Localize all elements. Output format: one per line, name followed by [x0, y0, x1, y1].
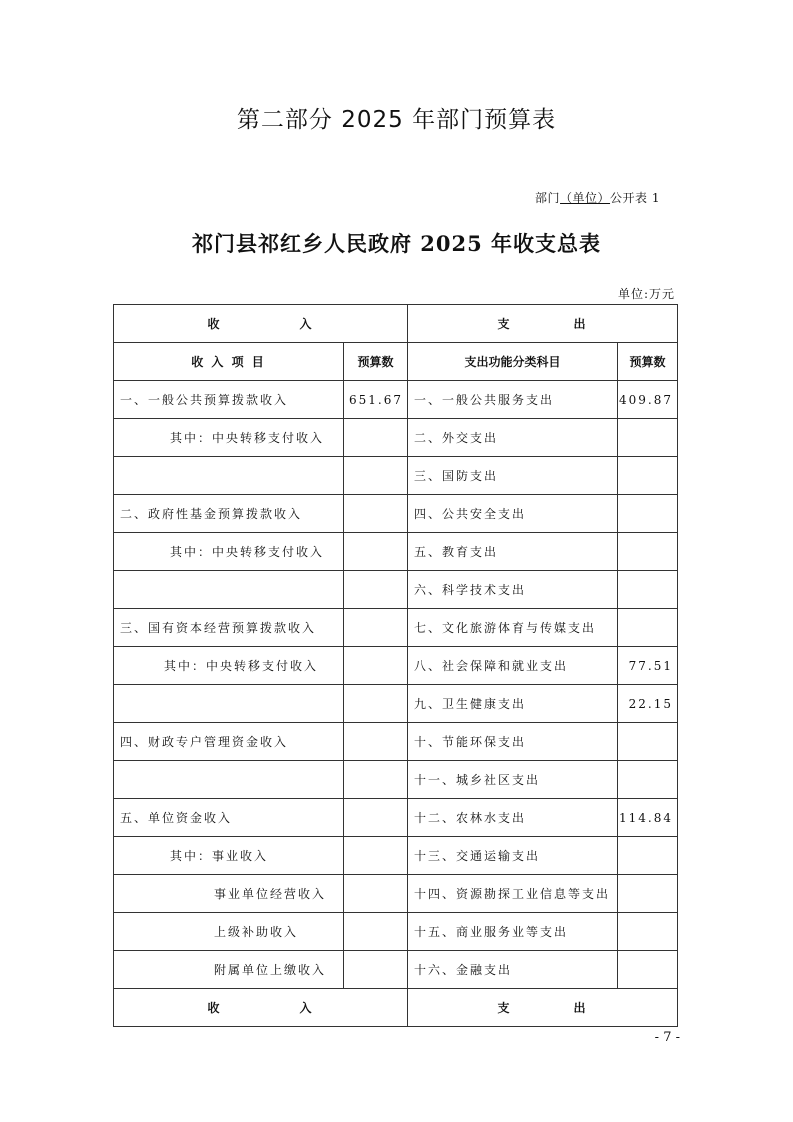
income-cell: 二、政府性基金预算拨款收入: [114, 495, 344, 533]
part-title: 第二部分 2025 年部门预算表: [236, 107, 557, 133]
table-row: [114, 419, 678, 457]
income-amount-cell: [344, 609, 408, 647]
table-footer-row: [114, 989, 678, 1027]
income-cell: [114, 457, 344, 495]
expense-amount-cell: 77.51: [618, 647, 678, 685]
income-cell: 四、财政专户管理资金收入: [114, 723, 344, 761]
expense-cell: 十五、商业服务业等支出: [408, 913, 618, 951]
income-footer-char1: 收: [207, 1001, 222, 1015]
income-budget-header: 预算数: [344, 343, 408, 381]
income-amount-cell: [344, 533, 408, 571]
table-row: [114, 799, 678, 837]
income-cell: 其中：中央转移支付收入: [114, 533, 344, 571]
table-row: [114, 457, 678, 495]
table-row: [114, 951, 678, 989]
table-tag-prefix: 部门: [535, 191, 561, 205]
income-cell: 三、国有资本经营预算拨款收入: [114, 609, 344, 647]
expense-cell: 十四、资源勘探工业信息等支出: [408, 875, 618, 913]
table-row: [114, 381, 678, 419]
income-cell: [114, 761, 344, 799]
income-cell: 其中：中央转移支付收入: [114, 419, 344, 457]
expense-footer-char2: 出: [573, 1001, 588, 1015]
income-amount-cell: [344, 913, 408, 951]
income-amount-cell: [344, 457, 408, 495]
document-title: 祁门县祁红乡人民政府 2025 年收支总表: [191, 231, 602, 256]
income-cell: 其中：事业收入: [114, 837, 344, 875]
income-amount-cell: 651.67: [344, 381, 408, 419]
table-row: [114, 571, 678, 609]
table-row: [114, 913, 678, 951]
table-header-row: [114, 305, 678, 343]
expense-header-char2: 出: [573, 317, 588, 331]
income-cell: [114, 685, 344, 723]
income-header-char1: 收: [207, 317, 222, 331]
income-amount-cell: [344, 761, 408, 799]
unit-label: 单位:万元: [617, 287, 675, 301]
expense-cell: 六、科学技术支出: [408, 571, 618, 609]
expense-amount-cell: [618, 837, 678, 875]
expense-amount-cell: [618, 533, 678, 571]
expense-footer-header: [408, 989, 678, 1027]
table-row: [114, 685, 678, 723]
expense-amount-cell: [618, 913, 678, 951]
table-row: [114, 723, 678, 761]
expense-amount-cell: [618, 951, 678, 989]
income-cell: [114, 571, 344, 609]
table-tag-suffix: 公开表 1: [610, 191, 660, 205]
expense-amount-cell: [618, 609, 678, 647]
expense-footer-char1: 支: [497, 1001, 512, 1015]
table-row: [114, 761, 678, 799]
expense-amount-cell: [618, 875, 678, 913]
expense-cell: 十六、金融支出: [408, 951, 618, 989]
expense-cell: 四、公共安全支出: [408, 495, 618, 533]
expense-amount-cell: [618, 457, 678, 495]
income-amount-cell: [344, 723, 408, 761]
budget-table: [113, 304, 678, 1027]
table-subheader-row: [114, 343, 678, 381]
table-row: [114, 837, 678, 875]
income-amount-cell: [344, 495, 408, 533]
expense-cell: 五、教育支出: [408, 533, 618, 571]
expense-header-char1: 支: [497, 317, 512, 331]
income-cell: 事业单位经营收入: [114, 875, 344, 913]
expense-amount-cell: 22.15: [618, 685, 678, 723]
income-amount-cell: [344, 647, 408, 685]
income-amount-cell: [344, 685, 408, 723]
table-tag: [400, 189, 660, 206]
table-row: [114, 495, 678, 533]
income-cell: 其中：中央转移支付收入: [114, 647, 344, 685]
expense-cell: 十一、城乡社区支出: [408, 761, 618, 799]
income-amount-cell: [344, 951, 408, 989]
table-tag-unit: （单位）: [560, 191, 611, 205]
expense-amount-cell: [618, 723, 678, 761]
expense-cell: 九、卫生健康支出: [408, 685, 618, 723]
expense-item-header: 支出功能分类科目: [408, 343, 618, 381]
expense-header: [408, 305, 678, 343]
expense-cell: 二、外交支出: [408, 419, 618, 457]
expense-amount-cell: [618, 761, 678, 799]
expense-cell: 七、文化旅游体育与传媒支出: [408, 609, 618, 647]
income-cell: 上级补助收入: [114, 913, 344, 951]
income-header-char2: 入: [299, 317, 314, 331]
income-item-header: 收 入 项 目: [114, 343, 344, 381]
income-header: [114, 305, 408, 343]
expense-cell: 八、社会保障和就业支出: [408, 647, 618, 685]
income-cell: 附属单位上缴收入: [114, 951, 344, 989]
table-row: [114, 647, 678, 685]
expense-amount-cell: 114.84: [618, 799, 678, 837]
expense-amount-cell: [618, 419, 678, 457]
expense-amount-cell: [618, 495, 678, 533]
expense-cell: 一、一般公共服务支出: [408, 381, 618, 419]
income-cell: 五、单位资金收入: [114, 799, 344, 837]
page-number: - 7 -: [654, 1030, 680, 1045]
income-amount-cell: [344, 837, 408, 875]
income-cell: 一、一般公共预算拨款收入: [114, 381, 344, 419]
expense-amount-cell: [618, 571, 678, 609]
income-footer-header: [114, 989, 408, 1027]
income-footer-char2: 入: [299, 1001, 314, 1015]
income-amount-cell: [344, 571, 408, 609]
expense-budget-header: 预算数: [618, 343, 678, 381]
expense-cell: 三、国防支出: [408, 457, 618, 495]
expense-cell: 十二、农林水支出: [408, 799, 618, 837]
expense-cell: 十、节能环保支出: [408, 723, 618, 761]
table-row: [114, 875, 678, 913]
expense-amount-cell: 409.87: [618, 381, 678, 419]
table-row: [114, 609, 678, 647]
expense-cell: 十三、交通运输支出: [408, 837, 618, 875]
income-amount-cell: [344, 875, 408, 913]
income-amount-cell: [344, 799, 408, 837]
table-row: [114, 533, 678, 571]
income-amount-cell: [344, 419, 408, 457]
